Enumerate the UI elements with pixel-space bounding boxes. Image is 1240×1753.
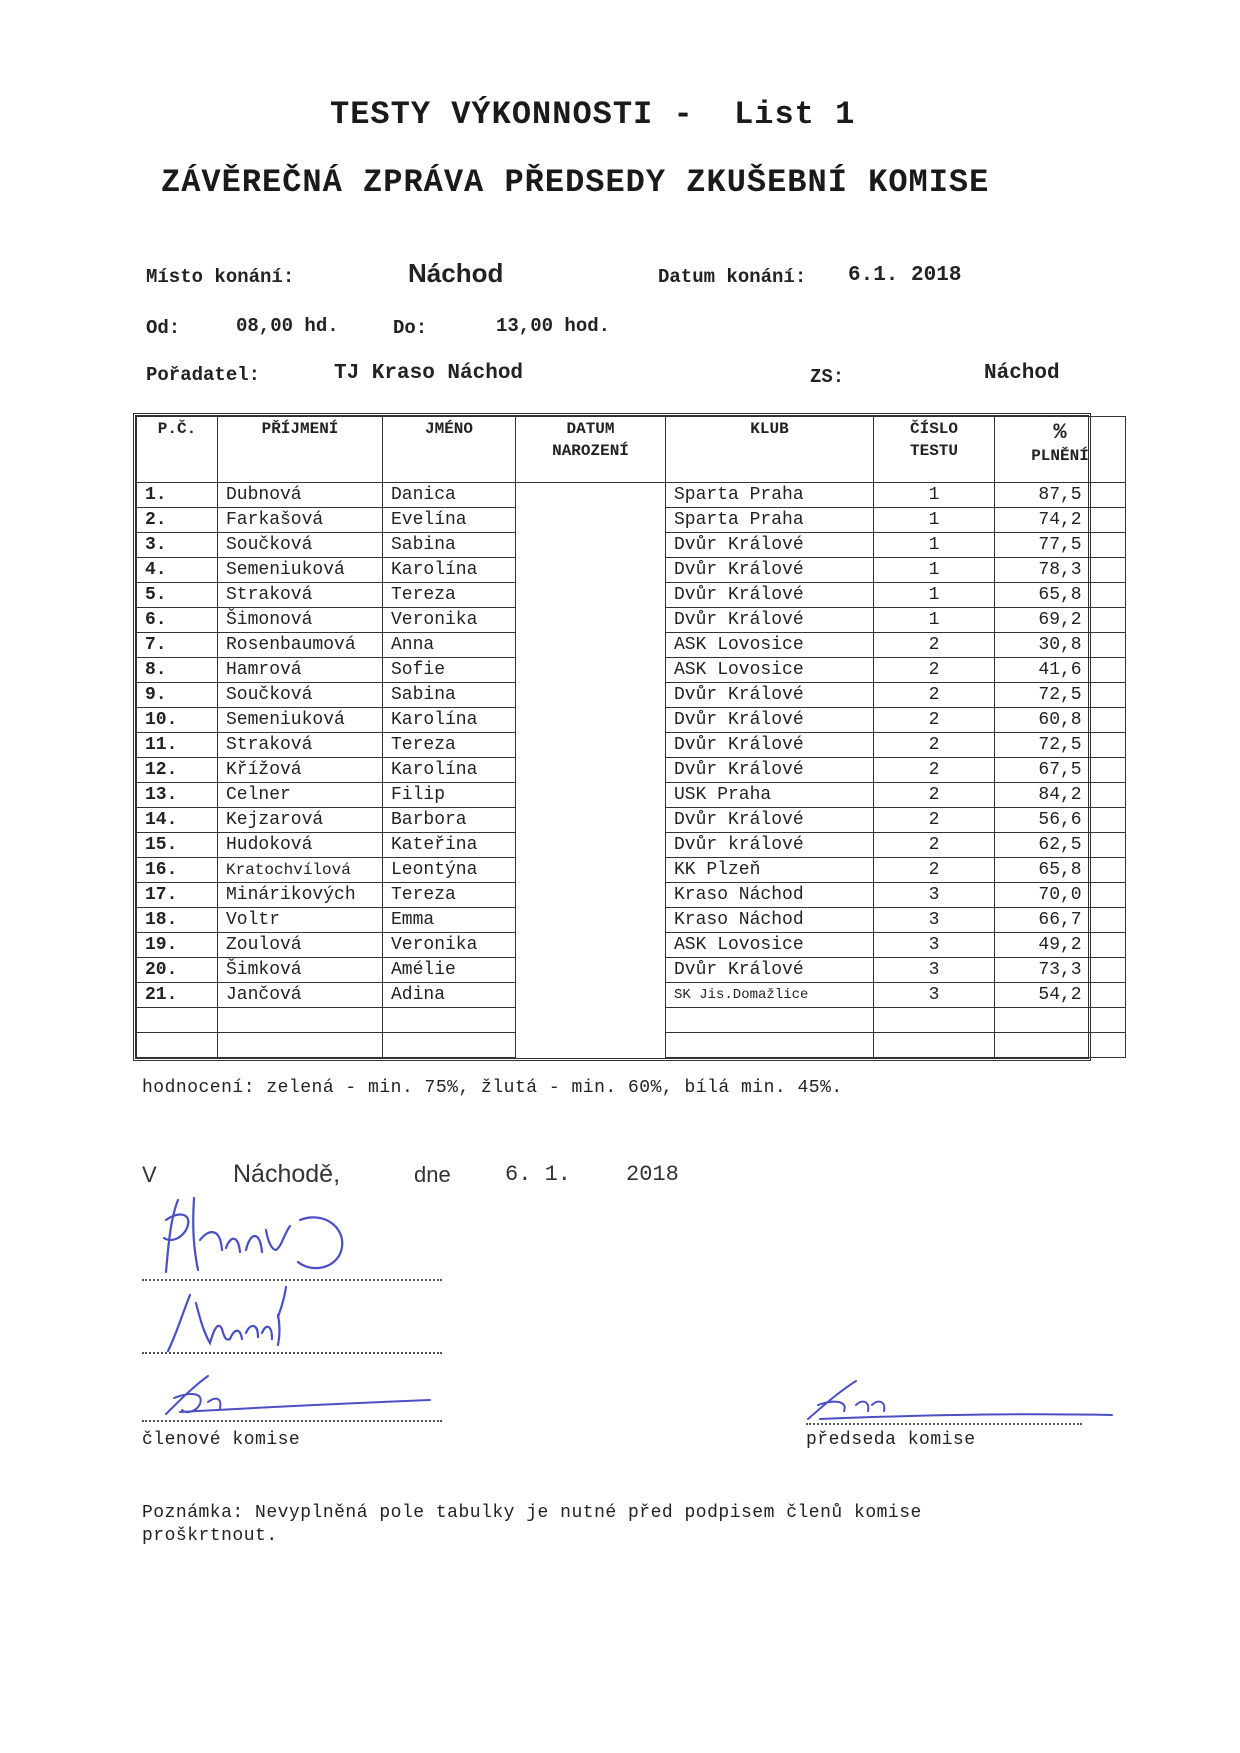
row-dob xyxy=(516,758,666,783)
row-pct: 87,5 xyxy=(995,483,1126,508)
row-name: Emma xyxy=(383,908,516,933)
row-test: 2 xyxy=(874,858,995,883)
to-label: Do: xyxy=(393,317,428,339)
header-pc: P.Č. xyxy=(137,417,218,483)
header-surname: PŘÍJMENÍ xyxy=(218,417,383,483)
row-surname: Straková xyxy=(218,583,383,608)
row-name: Filip xyxy=(383,783,516,808)
row-pct xyxy=(995,1033,1126,1058)
table-row xyxy=(137,1008,1126,1033)
table-row xyxy=(137,583,1126,608)
row-pc: 21. xyxy=(137,983,218,1008)
row-test: 1 xyxy=(874,533,995,558)
from-value: 08,00 hd. xyxy=(236,315,339,337)
table-row xyxy=(137,483,1126,508)
row-surname: Straková xyxy=(218,733,383,758)
row-pct: 41,6 xyxy=(995,658,1126,683)
header-dob-line2: NAROZENÍ xyxy=(552,442,629,460)
table-row xyxy=(137,758,1126,783)
row-surname: Kratochvílová xyxy=(218,858,383,883)
row-pct: 72,5 xyxy=(995,733,1126,758)
header-pct-line2: PLNĚNÍ xyxy=(1031,447,1089,465)
row-club: Dvůr Králové xyxy=(666,733,874,758)
row-club: ASK Lovosice xyxy=(666,658,874,683)
row-club: Dvůr Králové xyxy=(666,958,874,983)
row-surname: Voltr xyxy=(218,908,383,933)
row-pc: 2. xyxy=(137,508,218,533)
row-dob xyxy=(516,483,666,508)
row-pc: 18. xyxy=(137,908,218,933)
row-surname: Zoulová xyxy=(218,933,383,958)
row-test: 1 xyxy=(874,558,995,583)
table-row xyxy=(137,633,1126,658)
row-surname: Celner xyxy=(218,783,383,808)
row-pc: 5. xyxy=(137,583,218,608)
row-test: 2 xyxy=(874,758,995,783)
chair-label: předseda komise xyxy=(806,1430,976,1450)
row-dob xyxy=(516,958,666,983)
header-test-line1: ČÍSLO xyxy=(909,420,958,438)
row-name: Karolína xyxy=(383,758,516,783)
row-name: Kateřina xyxy=(383,833,516,858)
row-test: 2 xyxy=(874,708,995,733)
row-dob xyxy=(516,1008,666,1033)
row-test: 3 xyxy=(874,983,995,1008)
row-pct: 73,3 xyxy=(995,958,1126,983)
row-surname xyxy=(218,1008,383,1033)
row-pct xyxy=(995,1008,1126,1033)
row-name: Sabina xyxy=(383,683,516,708)
table-row xyxy=(137,683,1126,708)
row-club: Dvůr Králové xyxy=(666,558,874,583)
row-surname: Šimková xyxy=(218,958,383,983)
row-pc: 14. xyxy=(137,808,218,833)
row-dob xyxy=(516,558,666,583)
row-pc: 9. xyxy=(137,683,218,708)
table-row xyxy=(137,658,1126,683)
row-dob xyxy=(516,783,666,808)
row-surname xyxy=(218,1033,383,1058)
row-surname: Součková xyxy=(218,683,383,708)
member-signature-line-3 xyxy=(142,1420,442,1422)
row-test: 2 xyxy=(874,733,995,758)
row-dob xyxy=(516,583,666,608)
row-dob xyxy=(516,508,666,533)
row-test: 1 xyxy=(874,508,995,533)
row-pct: 62,5 xyxy=(995,833,1126,858)
table-row xyxy=(137,983,1126,1008)
row-name: Karolína xyxy=(383,558,516,583)
row-pct: 72,5 xyxy=(995,683,1126,708)
sign-city: Náchodě, xyxy=(233,1160,341,1188)
row-name: Leontýna xyxy=(383,858,516,883)
table-header-row xyxy=(137,417,1126,483)
row-pc: 4. xyxy=(137,558,218,583)
row-name: Sabina xyxy=(383,533,516,558)
row-name: Adina xyxy=(383,983,516,1008)
row-surname: Součková xyxy=(218,533,383,558)
row-surname: Farkašová xyxy=(218,508,383,533)
row-test: 3 xyxy=(874,908,995,933)
row-name: Tereza xyxy=(383,883,516,908)
document-title: TESTY VÝKONNOSTI - List 1 xyxy=(330,96,856,133)
row-name: Tereza xyxy=(383,733,516,758)
row-club: USK Praha xyxy=(666,783,874,808)
row-dob xyxy=(516,808,666,833)
row-name xyxy=(383,1033,516,1058)
table-row xyxy=(137,833,1126,858)
member-signature-line-2 xyxy=(142,1352,442,1354)
row-club: ASK Lovosice xyxy=(666,633,874,658)
row-pc: 20. xyxy=(137,958,218,983)
table-row xyxy=(137,933,1126,958)
row-dob xyxy=(516,1033,666,1058)
row-pc: 13. xyxy=(137,783,218,808)
row-club: SK Jis.Domažlice xyxy=(666,983,874,1008)
row-pct: 74,2 xyxy=(995,508,1126,533)
chair-signature xyxy=(800,1375,1120,1425)
row-club: Dvůr králové xyxy=(666,833,874,858)
row-pc xyxy=(137,1033,218,1058)
row-surname: Dubnová xyxy=(218,483,383,508)
row-club: Dvůr Králové xyxy=(666,708,874,733)
row-club: ASK Lovosice xyxy=(666,933,874,958)
row-name: Tereza xyxy=(383,583,516,608)
sign-v: V xyxy=(142,1162,157,1187)
table-row xyxy=(137,883,1126,908)
row-test: 3 xyxy=(874,883,995,908)
row-surname: Semeniuková xyxy=(218,558,383,583)
row-surname: Semeniuková xyxy=(218,708,383,733)
row-pc: 6. xyxy=(137,608,218,633)
row-dob xyxy=(516,658,666,683)
row-pct: 54,2 xyxy=(995,983,1126,1008)
row-test xyxy=(874,1033,995,1058)
row-pct: 69,2 xyxy=(995,608,1126,633)
table-row xyxy=(137,908,1126,933)
organizer-value: TJ Kraso Náchod xyxy=(334,362,524,385)
zs-value: Náchod xyxy=(984,362,1060,385)
header-test-line2: TESTU xyxy=(909,442,958,460)
to-value: 13,00 hod. xyxy=(496,315,611,337)
row-pc: 15. xyxy=(137,833,218,858)
place-label: Místo konání: xyxy=(146,266,295,288)
table-row xyxy=(137,608,1126,633)
row-pct: 65,8 xyxy=(995,858,1126,883)
table-row xyxy=(137,558,1126,583)
row-pc: 7. xyxy=(137,633,218,658)
row-pct: 56,6 xyxy=(995,808,1126,833)
row-name: Evelína xyxy=(383,508,516,533)
row-dob xyxy=(516,533,666,558)
row-pc: 10. xyxy=(137,708,218,733)
date-label: Datum konání: xyxy=(658,266,807,288)
row-surname: Minárikových xyxy=(218,883,383,908)
row-test: 1 xyxy=(874,608,995,633)
row-name: Anna xyxy=(383,633,516,658)
row-dob xyxy=(516,683,666,708)
row-test: 2 xyxy=(874,808,995,833)
row-name xyxy=(383,1008,516,1033)
row-dob xyxy=(516,633,666,658)
row-dob xyxy=(516,933,666,958)
header-dob-line1: DATUM xyxy=(566,420,615,438)
row-test: 2 xyxy=(874,683,995,708)
row-dob xyxy=(516,733,666,758)
sign-year: 2018 xyxy=(626,1162,679,1187)
row-club: Kraso Náchod xyxy=(666,883,874,908)
row-pct: 78,3 xyxy=(995,558,1126,583)
document-subtitle: ZÁVĚREČNÁ ZPRÁVA PŘEDSEDY ZKUŠEBNÍ KOMISE xyxy=(161,164,990,201)
table-row xyxy=(137,1033,1126,1058)
footnote-line-1: Poznámka: Nevyplněná pole tabulky je nutné před podpisem členů komise xyxy=(142,1503,922,1523)
sign-dne: dne xyxy=(414,1162,451,1187)
row-pct: 60,8 xyxy=(995,708,1126,733)
row-dob xyxy=(516,708,666,733)
row-test: 3 xyxy=(874,933,995,958)
table-row xyxy=(137,533,1126,558)
row-dob xyxy=(516,608,666,633)
row-pct: 70,0 xyxy=(995,883,1126,908)
row-club: Sparta Praha xyxy=(666,483,874,508)
row-club: Sparta Praha xyxy=(666,508,874,533)
row-test: 3 xyxy=(874,958,995,983)
row-pct: 66,7 xyxy=(995,908,1126,933)
row-surname: Hamrová xyxy=(218,658,383,683)
row-name: Veronika xyxy=(383,933,516,958)
row-pc: 8. xyxy=(137,658,218,683)
table-row xyxy=(137,958,1126,983)
from-label: Od: xyxy=(146,317,181,339)
row-club: Dvůr Králové xyxy=(666,758,874,783)
organizer-label: Pořadatel: xyxy=(146,364,261,386)
row-test: 2 xyxy=(874,783,995,808)
sign-date: 6. 1. xyxy=(505,1162,572,1187)
row-dob xyxy=(516,833,666,858)
row-name: Danica xyxy=(383,483,516,508)
row-test: 2 xyxy=(874,633,995,658)
row-test: 1 xyxy=(874,483,995,508)
row-club: Dvůr Králové xyxy=(666,583,874,608)
row-pct: 30,8 xyxy=(995,633,1126,658)
row-club: Dvůr Králové xyxy=(666,608,874,633)
row-surname: Šimonová xyxy=(218,608,383,633)
header-test xyxy=(874,417,995,483)
row-club: Kraso Náchod xyxy=(666,908,874,933)
row-dob xyxy=(516,983,666,1008)
row-test: 2 xyxy=(874,658,995,683)
row-test: 1 xyxy=(874,583,995,608)
place-value: Náchod xyxy=(408,258,504,288)
results-table xyxy=(136,416,1126,1058)
member-signature-line-1 xyxy=(142,1279,442,1281)
row-pc: 12. xyxy=(137,758,218,783)
member-signature-1 xyxy=(150,1190,380,1280)
table-row xyxy=(137,508,1126,533)
row-pct: 77,5 xyxy=(995,533,1126,558)
member-signature-3 xyxy=(160,1370,440,1420)
row-pct: 84,2 xyxy=(995,783,1126,808)
row-surname: Hudoková xyxy=(218,833,383,858)
table-row xyxy=(137,783,1126,808)
row-dob xyxy=(516,883,666,908)
row-club: Dvůr Králové xyxy=(666,808,874,833)
row-surname: Rosenbaumová xyxy=(218,633,383,658)
row-pct: 49,2 xyxy=(995,933,1126,958)
header-pct xyxy=(995,417,1126,483)
row-club: Dvůr Králové xyxy=(666,533,874,558)
evaluation-note: hodnocení: zelená - min. 75%, žlutá - min. 60%, bílá min. 45%. xyxy=(142,1078,843,1098)
row-pc: 19. xyxy=(137,933,218,958)
row-pc: 11. xyxy=(137,733,218,758)
row-pc xyxy=(137,1008,218,1033)
row-dob xyxy=(516,858,666,883)
row-club xyxy=(666,1008,874,1033)
zs-label: ZS: xyxy=(810,366,845,388)
row-pc: 3. xyxy=(137,533,218,558)
row-name: Barbora xyxy=(383,808,516,833)
row-name: Veronika xyxy=(383,608,516,633)
footnote-line-2: proškrtnout. xyxy=(142,1526,278,1546)
row-pct: 65,8 xyxy=(995,583,1126,608)
header-club: KLUB xyxy=(666,417,874,483)
header-pct-line1: % xyxy=(1053,420,1067,445)
member-signature-2 xyxy=(160,1285,330,1355)
row-test xyxy=(874,1008,995,1033)
row-pc: 17. xyxy=(137,883,218,908)
row-name: Sofie xyxy=(383,658,516,683)
row-club: KK Plzeň xyxy=(666,858,874,883)
row-surname: Křížová xyxy=(218,758,383,783)
table-row xyxy=(137,808,1126,833)
row-pc: 1. xyxy=(137,483,218,508)
row-test: 2 xyxy=(874,833,995,858)
members-label: členové komise xyxy=(142,1430,301,1450)
row-surname: Kejzarová xyxy=(218,808,383,833)
table-row xyxy=(137,858,1126,883)
row-name: Amélie xyxy=(383,958,516,983)
date-value: 6.1. 2018 xyxy=(848,264,962,287)
row-name: Karolína xyxy=(383,708,516,733)
row-club xyxy=(666,1033,874,1058)
row-pct: 67,5 xyxy=(995,758,1126,783)
table-row xyxy=(137,733,1126,758)
row-surname: Jančová xyxy=(218,983,383,1008)
chair-signature-line xyxy=(806,1423,1082,1425)
row-club: Dvůr Králové xyxy=(666,683,874,708)
header-dob xyxy=(516,417,666,483)
header-name: JMÉNO xyxy=(383,417,516,483)
row-dob xyxy=(516,908,666,933)
row-pc: 16. xyxy=(137,858,218,883)
table-row xyxy=(137,708,1126,733)
